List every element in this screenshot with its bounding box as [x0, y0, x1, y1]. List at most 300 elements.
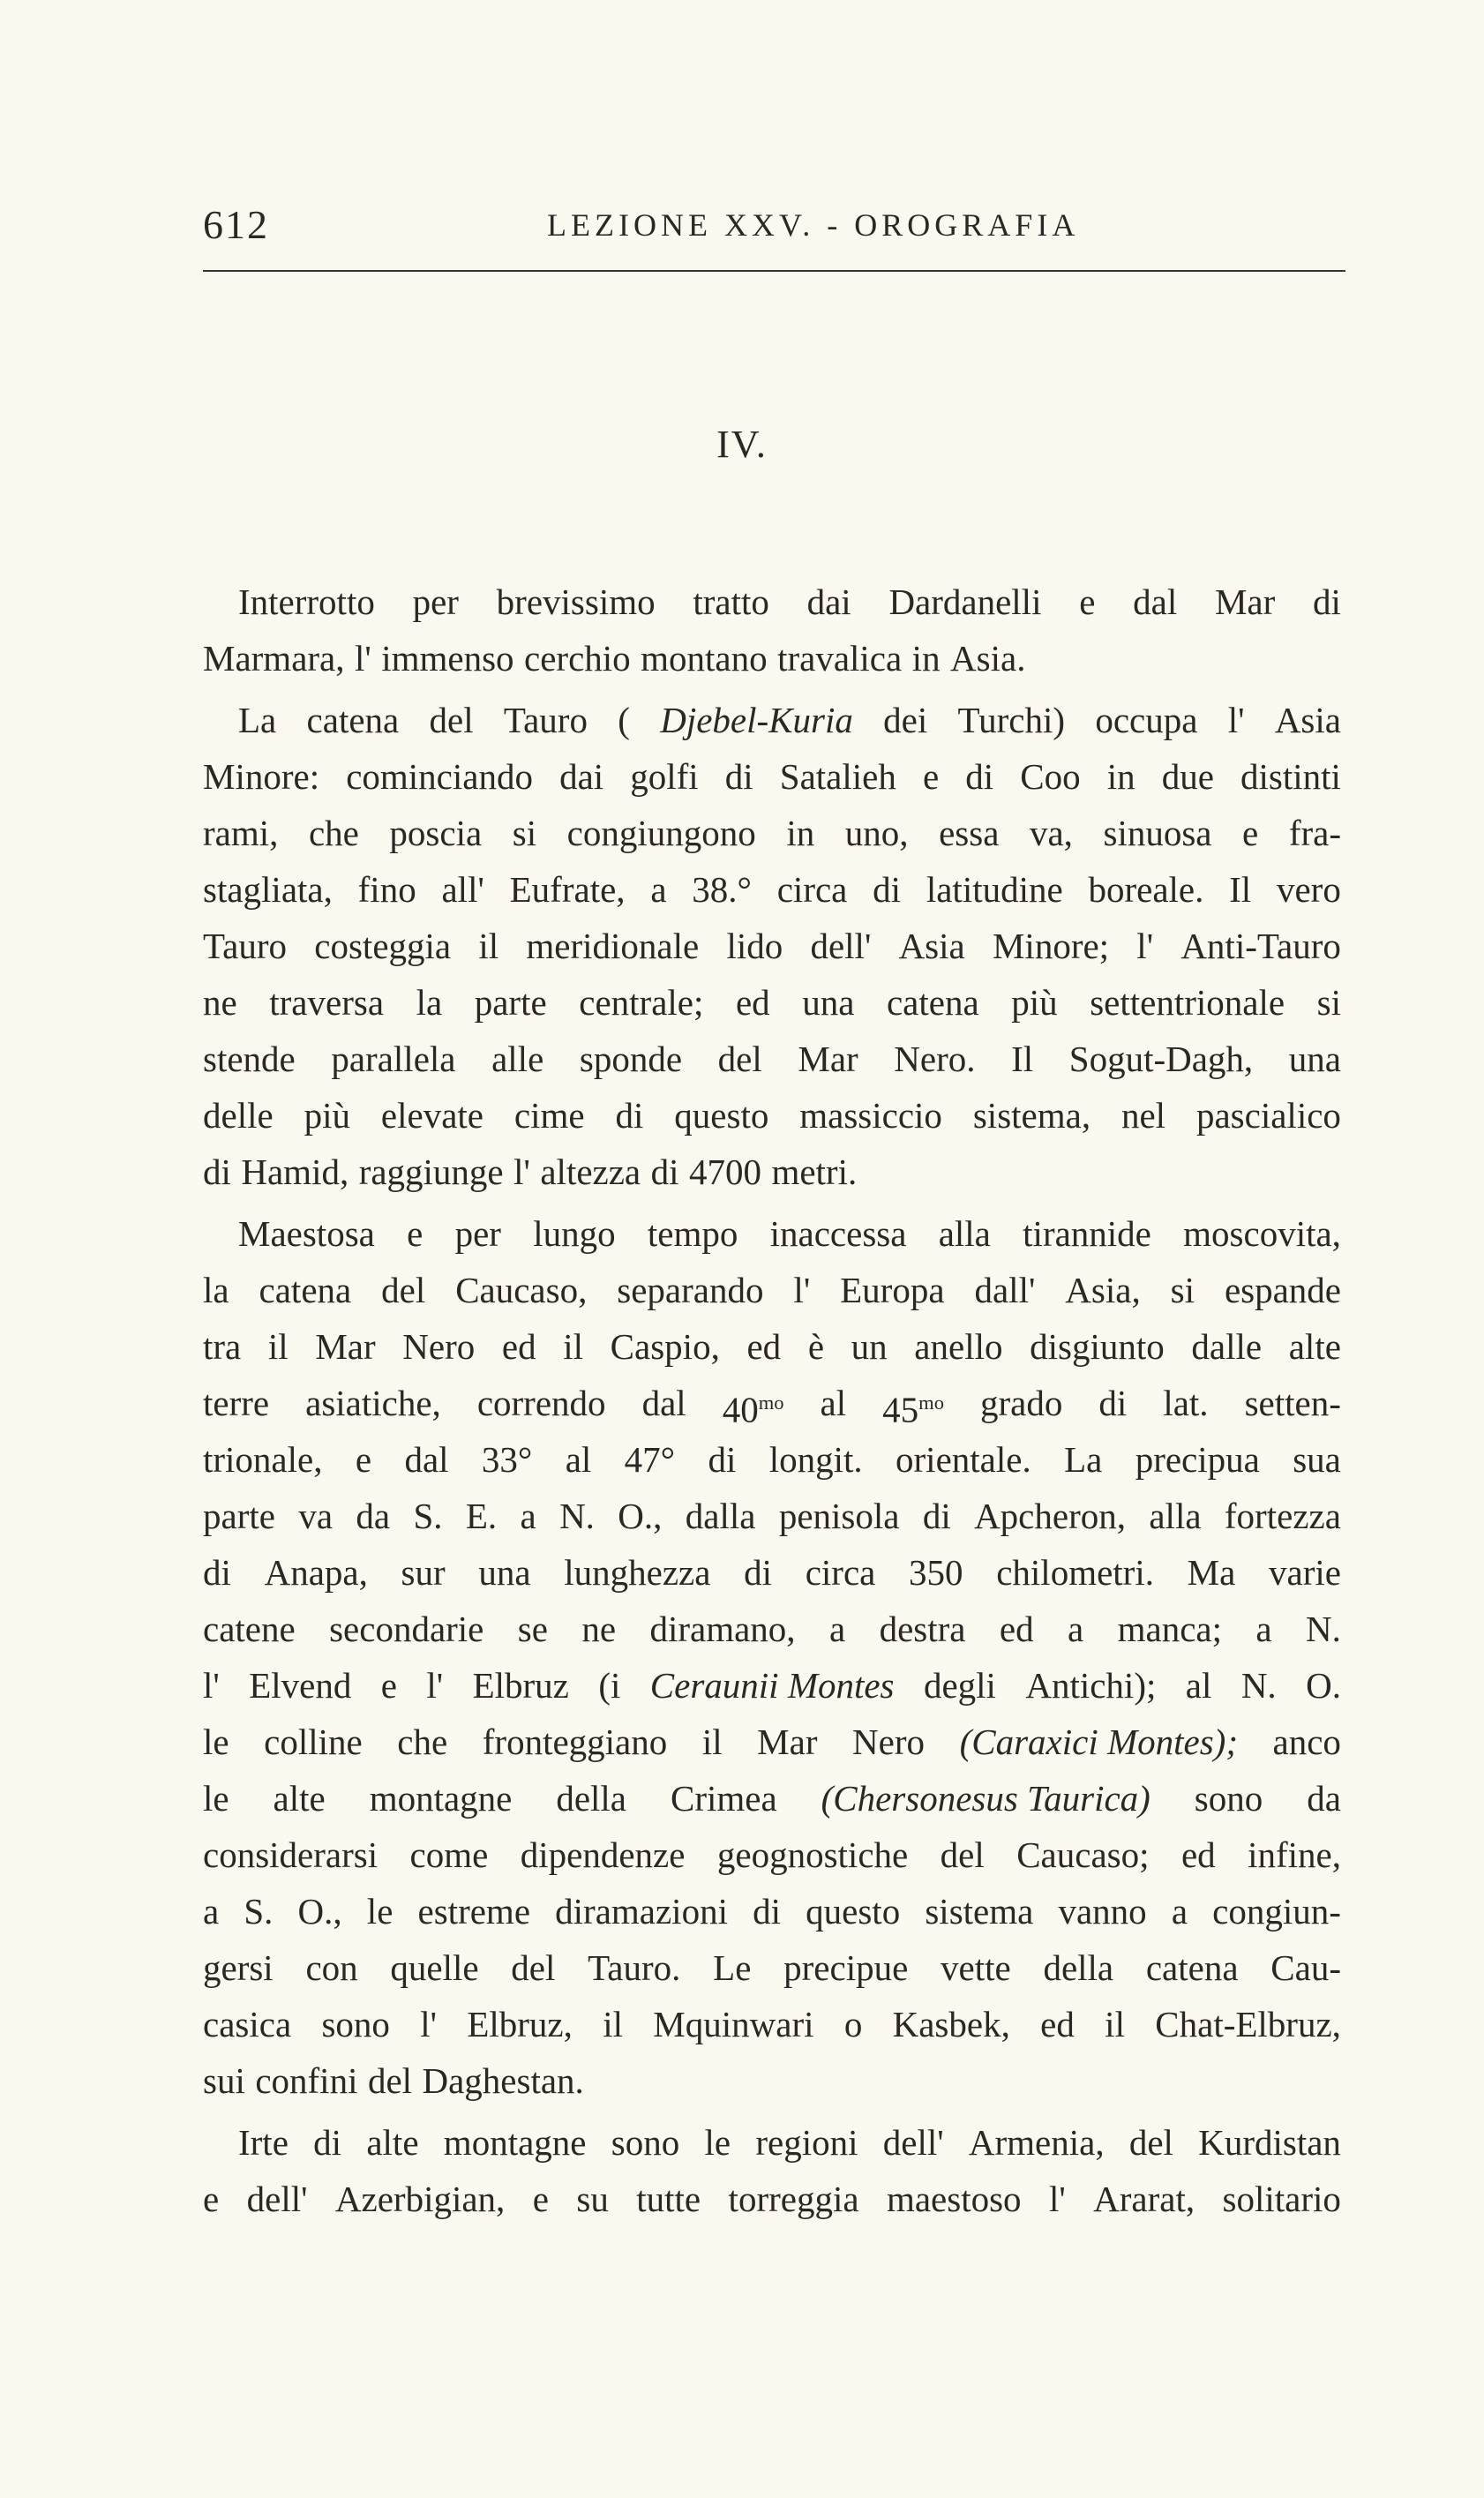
- word: un: [851, 1326, 888, 1367]
- word: il: [563, 1326, 584, 1367]
- word: alla: [1149, 1496, 1202, 1536]
- word: fino: [357, 869, 416, 910]
- word: Le: [713, 1947, 752, 1988]
- word: Marmara,: [203, 638, 345, 679]
- text-line: [203, 1939, 1341, 1996]
- word: Elbruz,: [467, 2004, 573, 2044]
- word: di: [1313, 581, 1341, 622]
- word: $40^{mo}$: [722, 1389, 784, 1430]
- word: dalle: [1191, 1326, 1263, 1367]
- word: E.: [465, 1496, 498, 1536]
- word: costeggia: [314, 926, 452, 966]
- word: lunghezza: [564, 1552, 711, 1593]
- word: S.: [244, 1891, 274, 1932]
- word: ed: [999, 1609, 1034, 1649]
- word: degli: [923, 1665, 996, 1706]
- word: l': [1048, 2179, 1066, 2219]
- running-title: LEZIONE XXV. - OROGRAFIA: [547, 207, 1080, 243]
- word: grado: [980, 1383, 1063, 1423]
- word: circa: [805, 1552, 876, 1593]
- word: Coo: [1020, 756, 1081, 797]
- word: casica: [203, 2004, 292, 2044]
- word: in: [1106, 756, 1135, 797]
- word: anello: [914, 1326, 1003, 1367]
- word: va,: [1029, 813, 1073, 853]
- word: Djebel-Kuria: [660, 700, 853, 740]
- word: traversa: [269, 982, 385, 1023]
- word: Tauro: [503, 700, 588, 740]
- running-header: [203, 201, 1341, 254]
- word: anco: [1272, 1722, 1341, 1762]
- word: N.: [1240, 1665, 1277, 1706]
- text-line: [203, 1031, 1341, 1087]
- word: orientale.: [896, 1439, 1031, 1480]
- word: solitario: [1222, 2179, 1341, 2219]
- text-line: [203, 1431, 1341, 1488]
- word: dal: [641, 1383, 686, 1423]
- word: l': [420, 2004, 438, 2044]
- word: elevate: [380, 1095, 483, 1136]
- word: longit.: [768, 1439, 863, 1480]
- word: e: [1242, 813, 1259, 853]
- text-line: [203, 1488, 1341, 1544]
- word: dell': [246, 2179, 308, 2219]
- word: montagne: [369, 1778, 513, 1819]
- word: Kasbek,: [892, 2004, 1010, 2044]
- word: alte: [1288, 1326, 1341, 1367]
- word: $45^{mo}$: [882, 1389, 944, 1430]
- word: sono: [321, 2004, 390, 2044]
- word: Sogut-Dagh,: [1068, 1039, 1254, 1079]
- word: come: [409, 1834, 489, 1875]
- word: latitudine: [926, 869, 1063, 910]
- word: vette: [941, 1947, 1011, 1988]
- word: a: [203, 1891, 220, 1932]
- word: sono: [1194, 1778, 1263, 1819]
- word: Caspio,: [610, 1326, 720, 1367]
- word: se: [517, 1609, 548, 1649]
- word: Mquinwari: [653, 2004, 814, 2044]
- word: Maestosa: [238, 1213, 375, 1254]
- word: Mar: [1214, 581, 1276, 622]
- word: del: [511, 1947, 556, 1988]
- word: gersi: [203, 1947, 274, 1988]
- word: l': [793, 1270, 811, 1310]
- word: correndo: [476, 1383, 606, 1423]
- text-line: [203, 918, 1341, 974]
- word: della: [556, 1778, 627, 1819]
- word: Tauro.: [588, 1947, 681, 1988]
- word: Anapa,: [264, 1552, 368, 1593]
- text-line: [203, 1318, 1341, 1375]
- word: catena: [1145, 1947, 1239, 1988]
- word: infine,: [1248, 1834, 1341, 1875]
- word: estreme: [417, 1891, 531, 1932]
- word: lat.: [1163, 1383, 1209, 1423]
- word: O.,: [618, 1496, 663, 1536]
- word: Tauro: [203, 926, 288, 966]
- text-line: [203, 748, 1341, 805]
- word: una: [802, 982, 855, 1023]
- word: sua: [1293, 1439, 1341, 1480]
- text-line: [203, 1827, 1341, 1883]
- word: fronteggiano: [482, 1722, 668, 1762]
- word: massiccio: [799, 1095, 942, 1136]
- word: N.: [559, 1496, 595, 1536]
- word: Mar: [798, 1039, 858, 1079]
- word: diramazioni: [555, 1891, 728, 1932]
- word: di: [313, 2122, 342, 2163]
- text-line: [203, 974, 1341, 1031]
- word: sui: [203, 2060, 245, 2101]
- word: sono: [611, 2122, 680, 2163]
- word: Il: [1011, 1039, 1034, 1079]
- text-line: [203, 1375, 1341, 1431]
- word: Armenia,: [968, 2122, 1105, 2163]
- word: dal: [404, 1439, 449, 1480]
- word: lido: [726, 926, 783, 966]
- word: Caucaso,: [455, 1270, 588, 1310]
- word: asiatiche,: [305, 1383, 441, 1423]
- word: catene: [203, 1609, 296, 1649]
- word: separando: [617, 1270, 764, 1310]
- word: del: [1128, 2122, 1173, 2163]
- word: 350: [909, 1552, 963, 1593]
- word: di: [203, 1552, 231, 1593]
- word: una: [1288, 1039, 1341, 1079]
- word: di: [965, 756, 994, 797]
- word: golfi: [630, 756, 699, 797]
- word: altezza: [540, 1151, 641, 1192]
- text-line: [203, 1601, 1341, 1657]
- word: l': [1227, 700, 1245, 740]
- word: alle: [491, 1039, 544, 1079]
- word: circa: [776, 869, 848, 910]
- word: quelle: [390, 1947, 479, 1988]
- word: si: [1170, 1270, 1195, 1310]
- word: N.: [1306, 1609, 1341, 1649]
- word: il: [478, 926, 499, 966]
- word: Anti-Tauro: [1180, 926, 1341, 966]
- word: Azerbigian,: [334, 2179, 506, 2219]
- paragraph: [203, 692, 1341, 1200]
- word: Hamid,: [241, 1151, 349, 1192]
- word: dei: [883, 700, 928, 740]
- word: nel: [1120, 1095, 1166, 1136]
- page-number: 612: [203, 202, 269, 247]
- word: La: [238, 700, 277, 740]
- header-rule: [203, 270, 1345, 272]
- word: cominciando: [346, 756, 533, 797]
- word: Asia: [898, 926, 965, 966]
- word: l': [513, 1151, 530, 1192]
- word: in: [786, 813, 815, 853]
- word: dell': [810, 926, 872, 966]
- word: fra-: [1288, 813, 1341, 853]
- word: Asia.: [950, 638, 1026, 679]
- text-line: [203, 1770, 1341, 1827]
- word: dalla: [685, 1496, 756, 1536]
- word: di: [650, 1151, 679, 1192]
- word: per: [454, 1213, 501, 1254]
- word: Asia: [1274, 700, 1341, 740]
- word: boreale.: [1088, 869, 1204, 910]
- word: Cau-: [1270, 1947, 1341, 1988]
- word: ed: [1180, 1834, 1216, 1875]
- word: catena: [259, 1270, 352, 1310]
- word: S.: [413, 1496, 443, 1536]
- word: metri.: [771, 1151, 858, 1192]
- word: del: [717, 1039, 762, 1079]
- word: vanno: [1058, 1891, 1147, 1932]
- paragraph: [203, 574, 1341, 686]
- word: Interrotto: [238, 581, 375, 622]
- word: e: [922, 756, 940, 797]
- text-line: [203, 805, 1341, 861]
- word: moscovita,: [1183, 1213, 1341, 1254]
- word: lungo: [533, 1213, 616, 1254]
- word: fortezza: [1224, 1496, 1341, 1536]
- word: Caucaso;: [1016, 1834, 1150, 1875]
- word: settentrionale: [1090, 982, 1285, 1023]
- word: con: [305, 1947, 358, 1988]
- word: si: [1316, 982, 1341, 1023]
- text-line: [203, 630, 1341, 686]
- word: Elvend: [249, 1665, 352, 1706]
- word: centrale;: [579, 982, 704, 1023]
- word: questo: [674, 1095, 769, 1136]
- word: Daghestan.: [422, 2060, 584, 2101]
- word: di: [203, 1151, 231, 1192]
- word: di: [1098, 1383, 1128, 1423]
- text-line: [203, 1205, 1341, 1262]
- word: e: [380, 1665, 397, 1706]
- word: Europa: [840, 1270, 945, 1310]
- word: parte: [474, 982, 547, 1023]
- word: cime: [513, 1095, 585, 1136]
- word: sistema,: [972, 1095, 1091, 1136]
- word: più: [1011, 982, 1058, 1023]
- word: confini: [255, 2060, 358, 2101]
- word: Il: [1229, 869, 1252, 910]
- word: del: [381, 1270, 426, 1310]
- word: congiungono: [566, 813, 756, 853]
- word: O.,: [297, 1891, 342, 1932]
- word: congiun-: [1212, 1891, 1341, 1932]
- word: questo: [806, 1891, 901, 1932]
- word: disgiunto: [1030, 1326, 1165, 1367]
- word: setten-: [1244, 1383, 1341, 1423]
- word: ne: [203, 982, 237, 1023]
- word: del: [429, 700, 474, 740]
- word: secondarie: [329, 1609, 484, 1649]
- word: l': [203, 1665, 220, 1706]
- word: colline: [264, 1722, 363, 1762]
- section-number: IV.: [716, 423, 768, 466]
- word: regioni: [755, 2122, 858, 2163]
- word: alte: [366, 2122, 419, 2163]
- word: travalica: [777, 638, 903, 679]
- word: dai: [559, 756, 604, 797]
- word: tirannide: [1023, 1213, 1151, 1254]
- word: di: [724, 756, 753, 797]
- word: Ma: [1187, 1552, 1236, 1593]
- word: il: [267, 1326, 289, 1367]
- word: 38.°: [692, 869, 752, 910]
- word: e: [532, 2179, 549, 2219]
- word: di: [708, 1439, 737, 1480]
- word: le: [203, 1722, 229, 1762]
- word: 33°: [481, 1439, 533, 1480]
- text-line: [203, 2052, 1341, 2109]
- word: inaccessa: [769, 1213, 907, 1254]
- word: chilometri.: [996, 1552, 1154, 1593]
- word: Nero.: [894, 1039, 976, 1079]
- word: uno,: [844, 813, 909, 853]
- word: il: [1105, 2004, 1125, 2044]
- word: parte: [203, 1496, 275, 1536]
- word: geognostiche: [716, 1834, 909, 1875]
- word: del: [367, 2060, 413, 2101]
- word: le: [203, 1778, 229, 1819]
- word: di: [744, 1552, 773, 1593]
- word: meridionale: [526, 926, 700, 966]
- word: della: [1043, 1947, 1114, 1988]
- word: l': [1136, 926, 1154, 966]
- word: manca;: [1117, 1609, 1222, 1649]
- word: di: [922, 1496, 951, 1536]
- word: (i: [598, 1665, 621, 1706]
- word: per: [412, 581, 459, 622]
- word: sponde: [579, 1039, 683, 1079]
- word: Satalieh: [779, 756, 896, 797]
- text-line: [203, 1544, 1341, 1601]
- word: tra: [203, 1326, 242, 1367]
- word: ed: [735, 982, 770, 1023]
- word: raggiunge: [358, 1151, 504, 1192]
- paragraph: [203, 1205, 1341, 2109]
- word: Mar: [315, 1326, 376, 1367]
- word: dell': [882, 2122, 944, 2163]
- word: Kurdistan: [1198, 2122, 1341, 2163]
- word: O.: [1306, 1665, 1341, 1706]
- word: va: [298, 1496, 334, 1536]
- paragraph-gap: [203, 2227, 1341, 2232]
- word: (Chersonesus Taurica): [821, 1778, 1150, 1819]
- word: l': [354, 638, 371, 679]
- word: parallela: [331, 1039, 456, 1079]
- word: occupa: [1095, 700, 1198, 740]
- word: torreggia: [728, 2179, 859, 2219]
- word: di: [873, 869, 902, 910]
- text-line: [203, 2114, 1341, 2171]
- word: a: [828, 1609, 846, 1649]
- word: Eufrate,: [509, 869, 626, 910]
- word: si: [512, 813, 537, 853]
- word: cerchio: [524, 638, 631, 679]
- word: distinti: [1240, 756, 1341, 797]
- word: e: [1079, 581, 1096, 622]
- word: che: [397, 1722, 448, 1762]
- word: tratto: [693, 581, 769, 622]
- word: alla: [938, 1213, 991, 1254]
- word: Chat-Elbruz,: [1155, 2004, 1341, 2044]
- text-line: [203, 1657, 1341, 1714]
- word: e: [407, 1213, 423, 1254]
- word: su: [576, 2179, 609, 2219]
- word: Elbruz: [472, 1665, 569, 1706]
- word: a: [1171, 1891, 1188, 1932]
- word: (: [618, 700, 630, 740]
- word: catena: [306, 700, 400, 740]
- word: del: [940, 1834, 985, 1875]
- word: 47°: [624, 1439, 676, 1480]
- word: da: [356, 1496, 391, 1536]
- word: pascialico: [1195, 1095, 1341, 1136]
- word: di: [615, 1095, 644, 1136]
- word: Ceraunii Montes: [649, 1665, 895, 1706]
- word: in: [911, 638, 941, 679]
- word: diramano,: [649, 1609, 796, 1649]
- word: Nero: [852, 1722, 926, 1762]
- word: l': [426, 1665, 444, 1706]
- word: tempo: [647, 1213, 738, 1254]
- word: Apcheron,: [974, 1496, 1126, 1536]
- word: più: [304, 1095, 350, 1136]
- word: sistema: [925, 1891, 1034, 1932]
- word: all': [441, 869, 484, 910]
- word: immenso: [381, 638, 514, 679]
- word: espande: [1224, 1270, 1341, 1310]
- word: una: [478, 1552, 531, 1593]
- word: Asia,: [1065, 1270, 1141, 1310]
- word: poscia: [389, 813, 483, 853]
- word: terre: [203, 1383, 270, 1423]
- word: a: [650, 869, 667, 910]
- word: 4700: [688, 1151, 761, 1192]
- paragraph: [203, 2114, 1341, 2227]
- text-line: [203, 1144, 1341, 1200]
- word: sur: [401, 1552, 446, 1593]
- word: da: [1307, 1778, 1341, 1819]
- word: a: [1068, 1609, 1084, 1649]
- word: rami,: [203, 813, 279, 853]
- word: trionale,: [203, 1439, 323, 1480]
- word: al: [820, 1383, 847, 1423]
- word: stende: [203, 1039, 296, 1079]
- word: ed: [501, 1326, 536, 1367]
- word: Crimea: [670, 1778, 777, 1819]
- word: il: [603, 2004, 623, 2044]
- text-line: [203, 861, 1341, 918]
- word: al: [1185, 1665, 1212, 1706]
- word: Irte: [238, 2122, 289, 2163]
- word: a: [520, 1496, 536, 1536]
- word: ed: [1040, 2004, 1075, 2044]
- word: Minore:: [203, 756, 320, 797]
- word: precipua: [1135, 1439, 1260, 1480]
- word: al: [565, 1439, 592, 1480]
- word: il: [701, 1722, 723, 1762]
- word: di: [753, 1891, 782, 1932]
- word: La: [1064, 1439, 1103, 1480]
- text-line: [203, 1087, 1341, 1144]
- word: Mar: [757, 1722, 818, 1762]
- word: Nero: [402, 1326, 476, 1367]
- word: che: [308, 813, 359, 853]
- word: è: [807, 1326, 825, 1367]
- text-line: [203, 2171, 1341, 2227]
